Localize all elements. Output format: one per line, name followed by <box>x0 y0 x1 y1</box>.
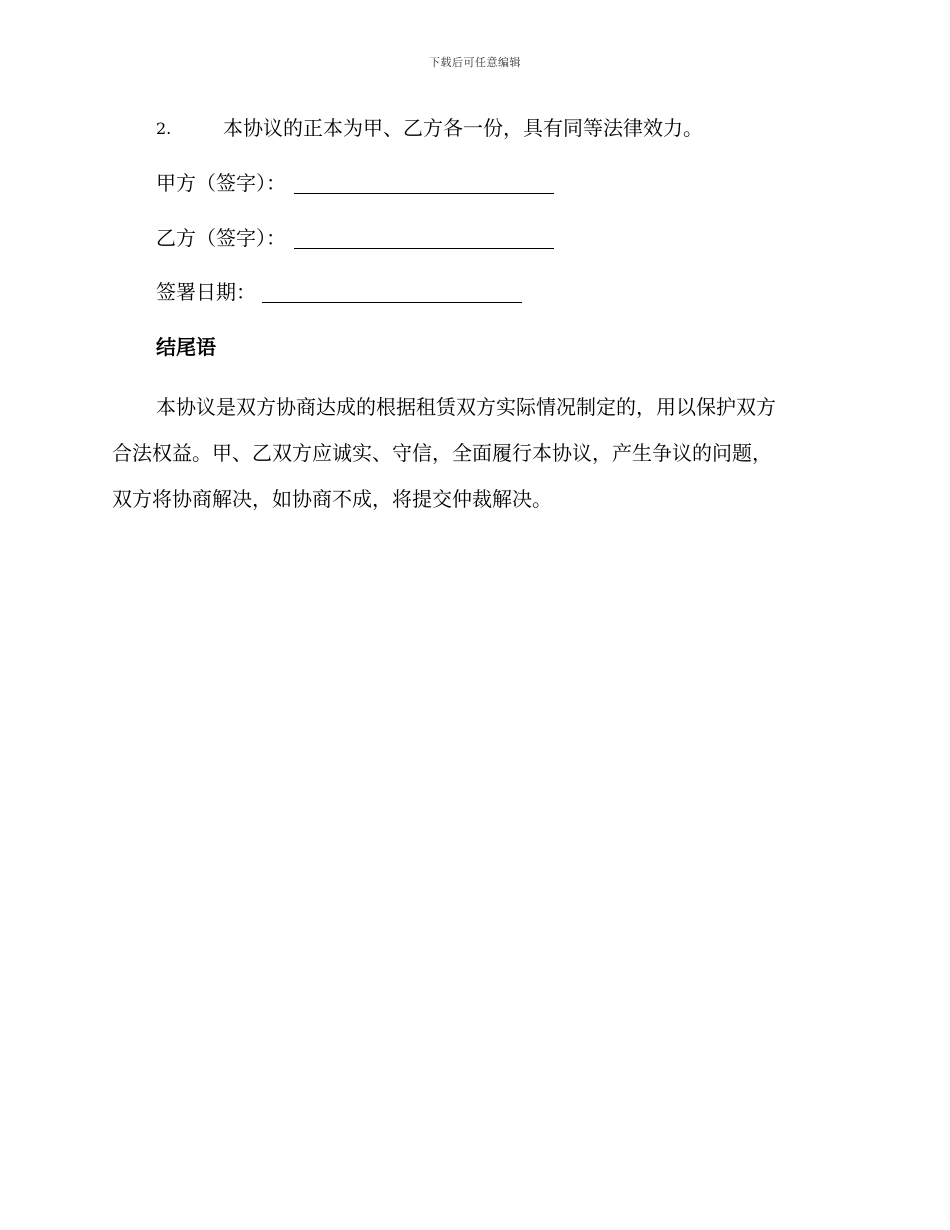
clause-number: 2. <box>156 119 172 138</box>
page-header-note: 下载后可任意编辑 <box>429 56 521 69</box>
closing-paragraph-line: 双方将协商解决，如协商不成，将提交仲裁解决。 <box>112 487 552 511</box>
signing-date-blank <box>262 282 522 303</box>
signing-date-label: 签署日期： <box>156 280 256 304</box>
party-b-signature-row <box>156 224 554 252</box>
signing-date-row <box>156 278 522 306</box>
clause-text: 本协议的正本为甲、乙方各一份，具有同等法律效力。 <box>223 116 703 140</box>
party-b-signature-blank <box>294 228 554 249</box>
closing-heading: 结尾语 <box>156 335 216 359</box>
party-a-signature-label: 甲方（签字）： <box>156 171 286 195</box>
closing-paragraph-line: 合法权益。甲、乙双方应诚实、守信，全面履行本协议，产生争议的问题， <box>112 441 772 465</box>
closing-paragraph <box>112 384 836 522</box>
party-a-signature-row <box>156 169 554 197</box>
party-a-signature-blank <box>294 173 554 194</box>
closing-paragraph-line: 本协议是双方协商达成的根据租赁双方实际情况制定的，用以保护双方 <box>156 395 776 419</box>
party-b-signature-label: 乙方（签字）： <box>156 226 286 250</box>
